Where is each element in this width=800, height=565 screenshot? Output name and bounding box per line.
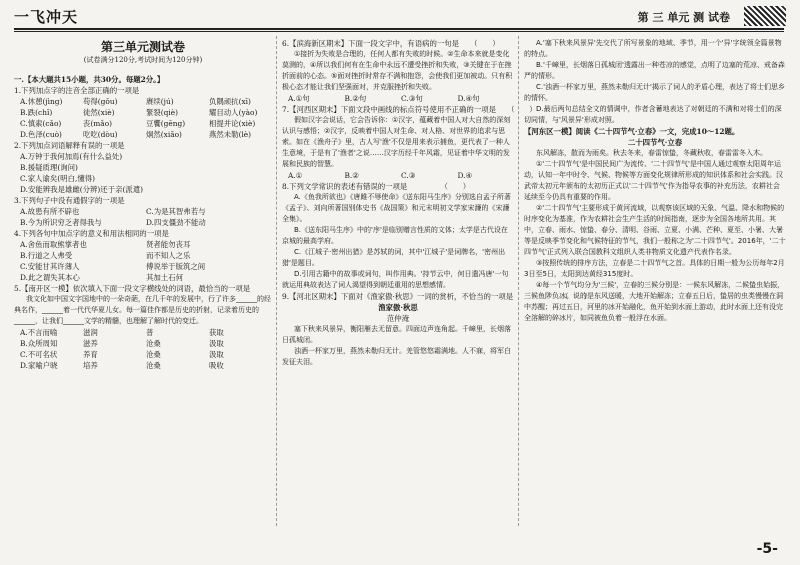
- page-header: [0, 0, 800, 30]
- header-title: 第 三 单元 测 试卷: [637, 11, 730, 24]
- paragraph: B.《送东阳马生序》中的'序'是临别赠言性质的文体；太学是古代设在京城的最高学府。: [282, 226, 508, 245]
- option-cell: D.此之谓失其本心: [20, 273, 80, 282]
- option-cell: 负隅顽抗(xī): [209, 97, 251, 106]
- corner-pattern: [744, 6, 786, 26]
- option-row: [14, 349, 272, 360]
- brand-logo: 一飞冲天: [14, 8, 79, 26]
- text-line: 渔家傲·秋思: [378, 303, 418, 312]
- text-line: 9.【河北区期末】下面对《渔家傲·秋思》一词的赏析，不恰当的一项是 （ ）: [282, 292, 591, 301]
- option-row: [14, 272, 272, 283]
- paragraph: ④每一个节气均分为'三候'，立春的三候分别是：一候东风解冻，二候蛰虫始振，三候鱼陟负冰。说的是东风送暖，大地开始解冻；立春五日后，蛰居的虫类慢慢在洞中苏醒；再过五日，河里的冰开始融化，鱼开始到水面上游动，此时水面上还有没完全溶解的碎冰片，如同被鱼负着一般浮在水面。: [524, 281, 785, 322]
- option-cell: B.②: [344, 171, 359, 180]
- text-line: 8.下列文学常识的表述有错误的一项是 （ ）: [282, 182, 471, 191]
- option-row: [14, 338, 272, 349]
- paragraph: C.'浊酒一杯家万里，燕然未勒归无计'揭示了词人的矛盾心理，表达了将士们思乡的情怀。: [524, 83, 785, 102]
- option-cell: 傅说举于版筑之间: [146, 262, 206, 271]
- option-row: [14, 239, 272, 250]
- option-cell: D.四支僵劲不能动: [146, 218, 206, 227]
- option-row: [282, 170, 514, 181]
- text-line: 1.下列加点字的注音全部正确的一项是: [14, 86, 140, 95]
- text-line: (试卷满分120分,考试时间为120分钟): [83, 56, 203, 64]
- text-line: 7.【河西区期末】下面文段中画线的标点符号使用不正确的一项是 （ ）: [282, 105, 537, 114]
- paragraph: D.最后两句总结全文的情调中，作者含蓄地表达了对朝廷的不满和对将士们的深切同情，与'风景异'形成对照。: [524, 105, 782, 124]
- paragraph: 东风解冻，散而为雨矣。秋去冬来，春雷惊蛰，冬藏秋收，春雷雷冬入木。: [536, 149, 767, 157]
- option-row: [14, 261, 272, 272]
- option-cell: B.今为所识穷乏者得我与: [20, 218, 102, 227]
- option-cell: 丧(mǎo): [83, 119, 113, 128]
- paragraph: D.引用古籍中的故事或词句，叫作用典。'持节云中，何日遣冯唐'一句就运用典故表达了词人渴望得到朝廷重用的思想感情。: [282, 270, 509, 289]
- option-row: [14, 206, 272, 217]
- option-cell: 耀目动人(yào): [209, 108, 258, 117]
- text-line: D.安能辨我是雄雌(分辨)还于亲(派遣): [20, 185, 144, 194]
- paragraph: ②'二十四节气'主要形成于黄河流域，以观察该区域的天象、气温、降水和物候的时序变化为基准，作为农耕社会生产生活的时间指南，逐步为全国各地所共用。其中，立春、雨水、惊蛰、春分、清明、谷雨、立夏、小满、芒种、夏至、小暑、大暑等是反映季节变化和气候特征的节气，我们一般称之为'二十四节气'。2016年，'二十四节气'正式列入联合国教科文组织人类非物质文化遗产代表作名录。: [524, 204, 786, 256]
- text-line: 5.【南开区一模】依次填入下面一段文字横线处的词语，最恰当的一项是: [14, 284, 251, 293]
- option-cell: 滋润: [83, 328, 98, 337]
- option-cell: 徒然(xiè): [83, 108, 115, 117]
- option-row: [14, 360, 272, 371]
- text-line: 3.下列句子中没有通假字的一项是: [14, 196, 125, 205]
- option-row: [282, 93, 514, 104]
- option-cell: C.慎索(cǎo): [20, 119, 62, 128]
- paragraph: 我文化如中国文字国地中的一朵奇葩，在几千年的发展中，行了许多______的经典名作，______着一代代华夏儿女。每一篇佳作都是历史的折射，记录着历史的______，让我们______文学的精髓，也理解了解时代的变迁。: [14, 295, 271, 325]
- paragraph: B.'千嶂里，长烟落日孤城闭'透露出一种苍凉的感觉，点明了边塞的荒凉、戒备森严的情形。: [524, 61, 785, 80]
- option-row: [14, 217, 272, 228]
- option-cell: 沧桑: [146, 350, 161, 359]
- paragraph: A.《鱼我所欲也》《唐雎不辱使命》《送东阳马生序》分别选自孟子所著《孟子》、刘向所著国别体史书《战国策》和元末明初文学家宋濂的《宋濂全集》。: [282, 193, 511, 223]
- option-cell: A.①: [288, 171, 303, 180]
- paragraph: ③按照传统的排序方法，立春是二十四节气之首。具体的日期一般为公历每年2月3日至5日，太阳到达黄经315度时。: [524, 259, 785, 278]
- option-row: [14, 129, 272, 140]
- option-cell: 其加土石何: [146, 273, 183, 282]
- option-cell: 炯然(xiǎo): [146, 130, 182, 139]
- option-cell: C.为是其智弗若与: [146, 207, 206, 216]
- text-line: 6.【滨海新区期末】下面一段文字中，有语病的一句是 （ ）: [282, 39, 500, 48]
- column-divider: [518, 36, 519, 526]
- option-cell: 緊裂(qiè): [146, 108, 179, 117]
- text-line: A.万钟于我何加焉(有什么益处): [20, 152, 123, 161]
- text-line: 4.下列各句中加点字的意义和用法相同的一项是: [14, 229, 169, 238]
- option-cell: C.安能甘其许薄人: [20, 262, 80, 271]
- option-cell: 燕然未勒(lè): [209, 130, 252, 139]
- option-cell: 滋养: [83, 339, 98, 348]
- text-line: B.援疑质理(询问): [20, 163, 78, 172]
- text-line: C.家人谕矣(明白,懂得): [20, 174, 95, 183]
- option-row: [14, 250, 272, 261]
- option-row: [14, 118, 272, 129]
- option-cell: C.③: [401, 171, 416, 180]
- paragraph: ①'二十四节气'是中国民间广为流传、'二十四节气'是中国人通过观察太阳周年运动，认知一年中时令、气候、物候等方面变化规律所形成的知识体系和社会实践。汉武帝太初元年颁布的太初历正式以'二十四节气'作为指导农事的补充历法，农耕社会延续至今仍具有重要的作用。: [524, 160, 783, 201]
- option-cell: 相提并论(xiè): [209, 119, 256, 128]
- text-line: 范仲淹: [386, 314, 410, 323]
- paragraph: 塞下秋来风景异，衡阳雁去无留意。四面边声连角起。千嶂里，长烟落日孤城闭。: [282, 325, 511, 344]
- column-right: [524, 38, 786, 538]
- paragraph: 浊酒一杯家万里，燕然未勒归无计。羌管悠悠霜满地。人不寐，将军白发征夫泪。: [282, 347, 511, 366]
- option-cell: 豆饗(gēng): [146, 119, 186, 128]
- option-cell: A.休憩(jìng): [20, 97, 63, 106]
- exam-title: 第三单元测试卷: [100, 40, 185, 54]
- option-cell: D.色泽(cuò): [20, 130, 62, 139]
- option-cell: 苟得(gǒu): [83, 97, 118, 106]
- text-line: 2.下列加点词语解释有误的一项是: [14, 141, 125, 150]
- option-cell: 汲取: [209, 350, 224, 359]
- text-line: 【河东区一模】阅读《二十四节气·立春》一文，完成10～12题。: [524, 127, 740, 136]
- option-cell: 普: [146, 328, 154, 337]
- option-row: [14, 327, 272, 338]
- header-rule-thin: [14, 31, 784, 32]
- option-cell: 吸收: [209, 361, 224, 370]
- paragraph: ①接折为失败是合理的，任何人都有失败的时候。②生命本来就是变化莫测的，④所以我们何有在生命中永远不遭受挫折和失败，③关键在于在挫折面前的心态。⑤面对挫折时常存不满和抱怨，会使我们更加被动。只有积极心态才能让我们坚强面对，并克服挫折和失败。: [282, 50, 513, 91]
- option-row: [14, 107, 272, 118]
- option-cell: 培养: [83, 361, 98, 370]
- option-cell: C.不可名状: [20, 350, 58, 359]
- paragraph: C.《江城子·密州出猎》是苏轼的词，其中'江城子'是词牌名，'密州出猎'是题目。: [282, 248, 506, 267]
- column-divider: [276, 36, 277, 526]
- option-cell: B.行道之人弗受: [20, 251, 73, 260]
- paragraph: A.'塞下秋来风景异'先交代了所写景象的地域、季节，用一个'异'字统领全篇景物的特点。: [524, 39, 782, 58]
- option-cell: 沧桑: [146, 339, 161, 348]
- option-cell: A.舍鱼而取熊掌者也: [20, 240, 87, 249]
- option-cell: A.不言而喻: [20, 328, 58, 337]
- text-line: 二十四节气·立春: [627, 138, 683, 147]
- paragraph: 假如汉字会说话，它会告诉你：①汉字，蕴藏着中国人对大自然的深刻认识与感悟；②汉字，反映着中国人对生命、对人格、对世界的追求与思索。如在《渔舟子》里，古人写'渔'不仅是用来表示捕鱼，更代表了一种人生意境，于是有了'渔者'之说……汉字历经千年风霜，见证着中华文明的发展和民族的智慧。: [282, 116, 511, 168]
- header-rule: [14, 28, 784, 30]
- option-cell: 贤者能勿丧耳: [146, 240, 191, 249]
- page-number: -5-: [756, 541, 778, 557]
- option-cell: 汲取: [209, 339, 224, 348]
- option-cell: D.④: [457, 171, 473, 180]
- option-cell: 赓续(jú): [146, 97, 174, 106]
- option-cell: 养育: [83, 350, 98, 359]
- option-cell: D.家喻户晓: [20, 361, 58, 370]
- option-cell: B.众所周知: [20, 339, 58, 348]
- option-cell: B.跌(chǐ): [20, 108, 53, 117]
- option-cell: D.④句: [457, 94, 480, 103]
- option-cell: 而不知人之乐: [146, 251, 191, 260]
- option-cell: B.②句: [344, 94, 367, 103]
- option-cell: 获取: [209, 328, 224, 337]
- option-cell: A.故患有所不辟也: [20, 207, 80, 216]
- option-row: [14, 96, 272, 107]
- option-cell: 吃吃(dòu): [83, 130, 118, 139]
- text-line: 一.【本大题共15小题，共30分。每题2分。】: [14, 75, 165, 84]
- column-left: [14, 38, 272, 538]
- column-middle: [282, 38, 591, 538]
- option-cell: A.①句: [288, 94, 310, 103]
- option-cell: C.③句: [401, 94, 423, 103]
- option-cell: 沧桑: [146, 361, 161, 370]
